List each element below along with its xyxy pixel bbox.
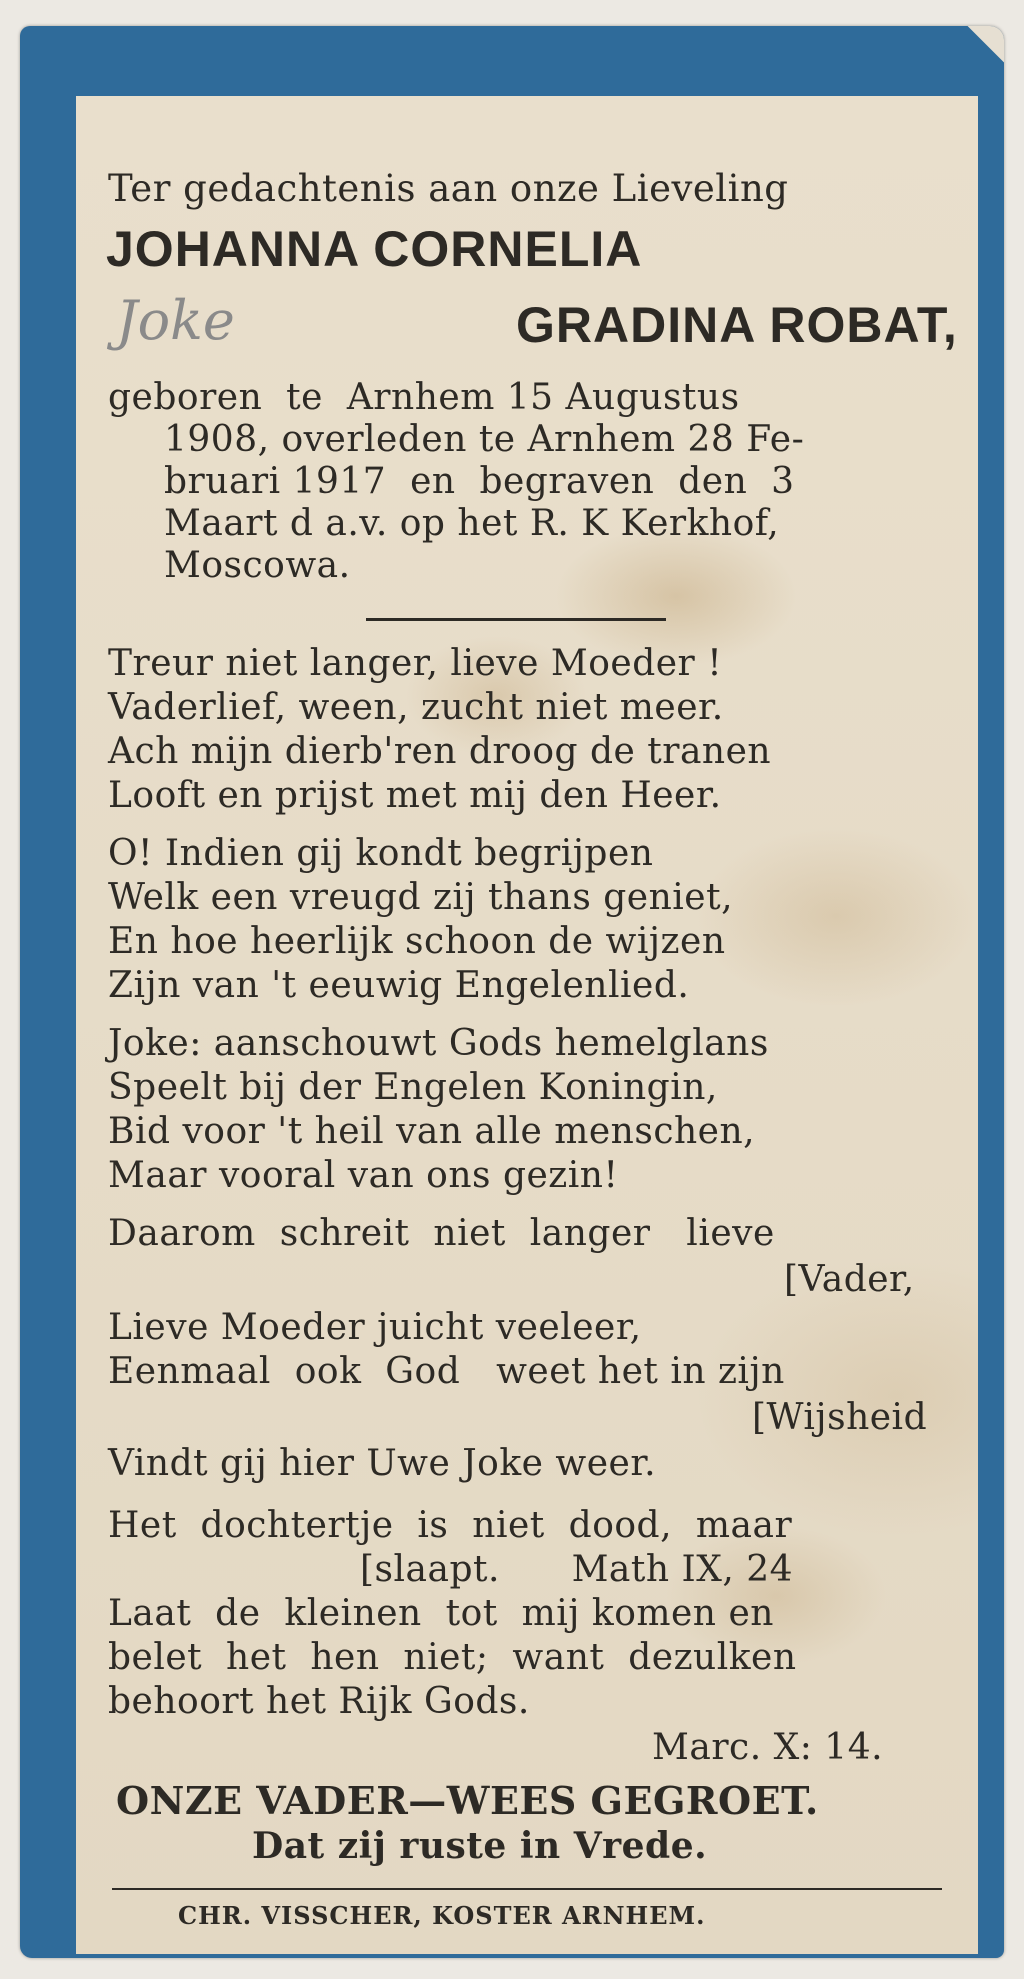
poem-line: Ach mijn dierb'ren droog de tranen	[108, 731, 772, 772]
poem-line: Zijn van 't eeuwig Engelenlied.	[108, 965, 690, 1006]
poem-line-continuation: [Vader,	[784, 1259, 915, 1300]
poem-line: Daarom schreit niet langer lieve	[108, 1213, 775, 1254]
scripture-line: belet het hen niet; want dezulken	[108, 1637, 797, 1678]
poem-line: Lieve Moeder juicht veeleer,	[108, 1307, 642, 1348]
name-line-1: JOHANNA CORNELIA	[106, 221, 643, 277]
poem-line: Eenmaal ook God weet het in zijn	[108, 1351, 785, 1392]
poem-line: Looft en prijst met mij den Heer.	[108, 775, 722, 816]
poem-line: O! Indien gij kondt begrijpen	[108, 833, 654, 874]
bio-line: Moscowa.	[164, 545, 351, 586]
scripture-line: Het dochtertje is niet dood, maar	[108, 1505, 793, 1546]
scripture-line: behoort het Rijk Gods.	[108, 1681, 530, 1722]
poem-line: Joke: aanschouwt Gods hemelglans	[108, 1023, 769, 1064]
prayers-line: ONZE VADER—WEES GEGROET.	[116, 1778, 819, 1823]
poem-line: Bid voor 't heil van alle menschen,	[108, 1111, 756, 1152]
printer-credit: CHR. VISSCHER, KOSTER ARNHEM.	[178, 1901, 706, 1930]
bio-line: Maart d a.v. op het R. K Kerkhof,	[164, 503, 780, 544]
handwritten-nickname: Joke	[116, 289, 235, 352]
poem-line: En hoe heerlijk schoon de wijzen	[108, 921, 726, 962]
card-paper	[76, 96, 978, 1954]
scripture-reference: Marc. X: 14.	[652, 1727, 884, 1768]
scripture-line: Laat de kleinen tot mij komen en	[108, 1593, 774, 1634]
dedication-line: Ter gedachtenis aan onze Lieveling	[108, 167, 789, 210]
poem-line: Vaderlief, ween, zucht niet meer.	[108, 687, 724, 728]
bio-line: 1908, overleden te Arnhem 28 Fe-	[164, 419, 805, 460]
scripture-line: [slaapt. Math IX, 24	[360, 1549, 794, 1590]
poem-line: Speelt bij der Engelen Koningin,	[108, 1067, 718, 1108]
poem-line: Welk een vreugd zij thans geniet,	[108, 877, 734, 918]
poem-line: Vindt gij hier Uwe Joke weer.	[108, 1443, 657, 1484]
poem-line: Treur niet langer, lieve Moeder !	[108, 643, 723, 684]
poem-line-continuation: [Wijsheid	[752, 1397, 928, 1438]
footer-divider	[112, 1888, 942, 1890]
rest-in-peace-line: Dat zij ruste in Vrede.	[252, 1825, 708, 1867]
bio-line: geboren te Arnhem 15 Augustus	[108, 377, 740, 418]
poem-line: Maar vooral van ons gezin!	[108, 1155, 619, 1196]
name-line-2: GRADINA ROBAT,	[516, 297, 958, 353]
bio-line: bruari 1917 en begraven den 3	[164, 461, 795, 502]
memorial-card	[20, 26, 1004, 1958]
section-divider	[366, 618, 666, 621]
